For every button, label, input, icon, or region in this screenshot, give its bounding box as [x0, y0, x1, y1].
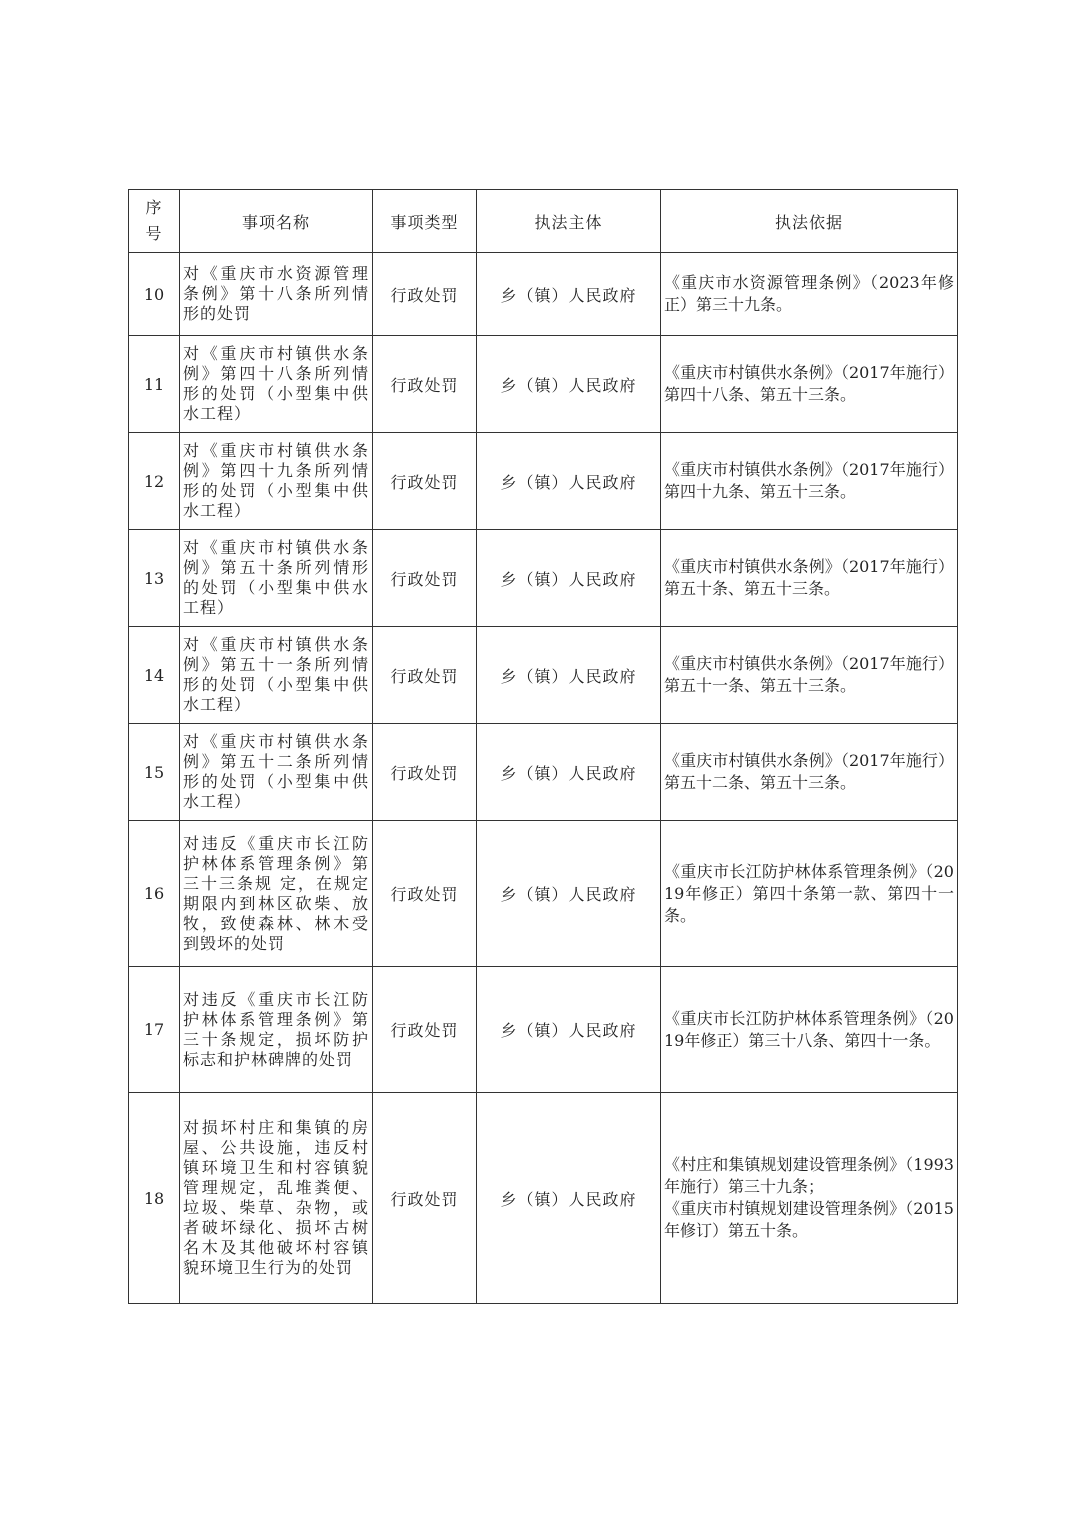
row-type: 行政处罚: [373, 530, 477, 627]
enforcement-table: [128, 189, 958, 1304]
row-basis: 《重庆市村镇供水条例》（2017年施行）第四十九条、第五十三条。: [661, 433, 958, 530]
table-row: [129, 336, 958, 433]
table-row: [129, 1093, 958, 1304]
row-subject: 乡（镇）人民政府: [477, 724, 661, 821]
row-seq: 18: [129, 1093, 180, 1304]
table-header-row: [129, 190, 958, 253]
row-type: 行政处罚: [373, 433, 477, 530]
row-seq: 15: [129, 724, 180, 821]
row-name: 对《重庆市村镇供水条例》第五十一条所列情形的处罚（小型集中供水工程）: [180, 627, 373, 724]
header-seq: [129, 190, 180, 253]
table-row: [129, 530, 958, 627]
row-subject: 乡（镇）人民政府: [477, 530, 661, 627]
row-subject: 乡（镇）人民政府: [477, 821, 661, 967]
row-name: 对损坏村庄和集镇的房屋、公共设施，违反村镇环境卫生和村容镇貌管理规定，乱堆粪便、垃圾、柴草、杂物，或者破坏绿化、损坏古树名木及其他破坏村容镇貌环境卫生行为的处罚: [180, 1093, 373, 1304]
row-name: 对《重庆市村镇供水条例》第四十八条所列情形的处罚（小型集中供水工程）: [180, 336, 373, 433]
row-seq: 10: [129, 253, 180, 336]
row-name: 对违反《重庆市长江防护林体系管理条例》第三十三条规 定，在规定期限内到林区砍柴、放牧，致使森林、林木受到毁坏的处罚: [180, 821, 373, 967]
row-basis: 《重庆市长江防护林体系管理条例》（2019年修正）第三十八条、第四十一条。: [661, 967, 958, 1093]
table-row: [129, 627, 958, 724]
row-seq: 17: [129, 967, 180, 1093]
table-row: [129, 967, 958, 1093]
row-subject: 乡（镇）人民政府: [477, 627, 661, 724]
row-basis-line: 《重庆市村镇规划建设管理条例》（2015年修订）第五十条。: [664, 1199, 954, 1240]
row-basis: 《重庆市长江防护林体系管理条例》（2019年修正）第四十条第一款、第四十一条。: [661, 821, 958, 967]
row-subject: 乡（镇）人民政府: [477, 433, 661, 530]
row-subject: 乡（镇）人民政府: [477, 336, 661, 433]
row-basis: 《重庆市村镇供水条例》（2017年施行）第五十一条、第五十三条。: [661, 627, 958, 724]
row-seq: 14: [129, 627, 180, 724]
row-basis: [661, 1093, 958, 1304]
table-row: [129, 433, 958, 530]
row-type: 行政处罚: [373, 821, 477, 967]
row-name: 对违反《重庆市长江防护林体系管理条例》第三十条规定，损坏防护标志和护林碑牌的处罚: [180, 967, 373, 1093]
header-basis: 执法依据: [661, 190, 958, 253]
row-name: 对《重庆市村镇供水条例》第四十九条所列情形的处罚（小型集中供水工程）: [180, 433, 373, 530]
row-basis: 《重庆市村镇供水条例》（2017年施行）第四十八条、第五十三条。: [661, 336, 958, 433]
row-subject: 乡（镇）人民政府: [477, 253, 661, 336]
table-row: [129, 821, 958, 967]
row-type: 行政处罚: [373, 967, 477, 1093]
row-seq: 11: [129, 336, 180, 433]
row-seq: 13: [129, 530, 180, 627]
header-seq-line2: 号: [145, 224, 163, 243]
row-name: 对《重庆市水资源管理条例》第十八条所列情形的处罚: [180, 253, 373, 336]
table-row: [129, 253, 958, 336]
header-seq-line1: 序: [145, 198, 163, 217]
row-type: 行政处罚: [373, 724, 477, 821]
row-type: 行政处罚: [373, 1093, 477, 1304]
row-seq: 16: [129, 821, 180, 967]
header-subject: 执法主体: [477, 190, 661, 253]
row-seq: 12: [129, 433, 180, 530]
row-type: 行政处罚: [373, 627, 477, 724]
row-basis: 《重庆市村镇供水条例》（2017年施行）第五十二条、第五十三条。: [661, 724, 958, 821]
row-basis: 《重庆市村镇供水条例》（2017年施行）第五十条、第五十三条。: [661, 530, 958, 627]
row-type: 行政处罚: [373, 253, 477, 336]
row-type: 行政处罚: [373, 336, 477, 433]
row-basis: 《重庆市水资源管理条例》（2023年修正）第三十九条。: [661, 253, 958, 336]
row-subject: 乡（镇）人民政府: [477, 967, 661, 1093]
row-name: 对《重庆市村镇供水条例》第五十条所列情形的处罚（小型集中供水工程）: [180, 530, 373, 627]
row-name: 对《重庆市村镇供水条例》第五十二条所列情形的处罚（小型集中供水工程）: [180, 724, 373, 821]
header-name: 事项名称: [180, 190, 373, 253]
header-type: 事项类型: [373, 190, 477, 253]
row-subject: 乡（镇）人民政府: [477, 1093, 661, 1304]
row-basis-line: 《村庄和集镇规划建设管理条例》（1993年施行）第三十九条；: [664, 1155, 954, 1196]
table-row: [129, 724, 958, 821]
